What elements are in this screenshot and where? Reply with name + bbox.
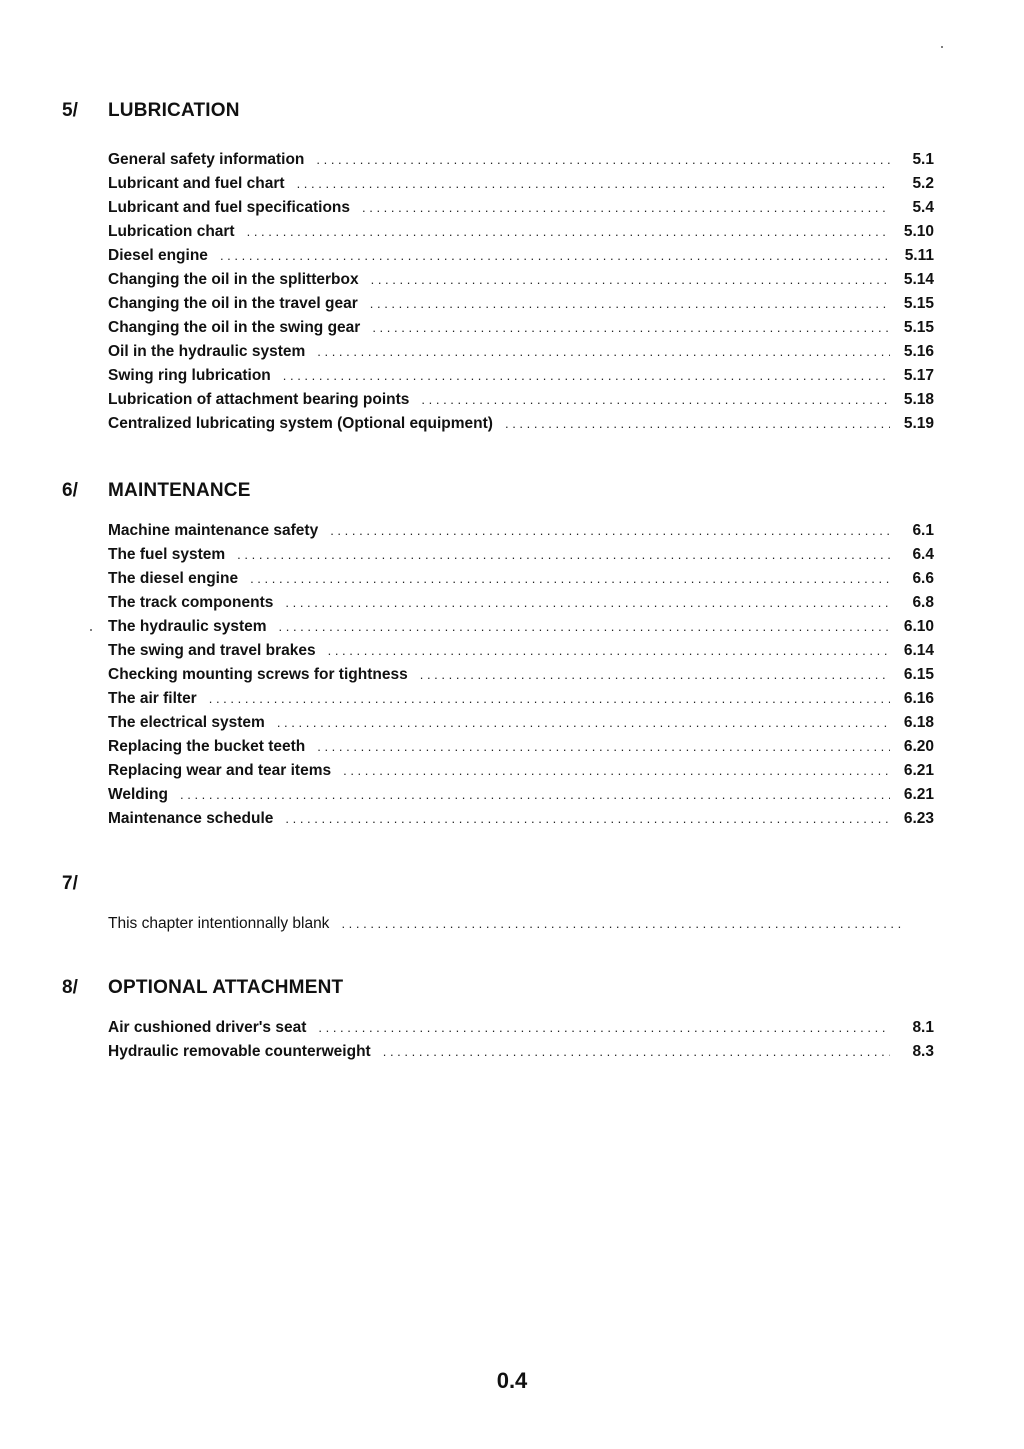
section-number: 8/ xyxy=(62,977,78,998)
dot-leader xyxy=(250,571,890,586)
dot-leader xyxy=(318,1020,890,1035)
entry-page: 5.15 xyxy=(903,319,934,336)
dot-leader xyxy=(209,691,890,706)
entry-label: The diesel engine xyxy=(108,570,239,587)
toc-entry[interactable] xyxy=(108,915,914,937)
dot-leader xyxy=(317,739,890,754)
dot-leader xyxy=(383,1044,890,1059)
entry-page: 6.4 xyxy=(912,546,934,563)
scan-speck xyxy=(941,46,943,48)
dot-leader xyxy=(237,547,890,562)
entry-label: Maintenance schedule xyxy=(108,810,274,827)
entry-page: 6.6 xyxy=(912,570,934,587)
toc-entry[interactable] xyxy=(108,343,934,365)
toc-entry[interactable] xyxy=(108,810,934,832)
entry-label: Lubricant and fuel specifications xyxy=(108,199,351,216)
entry-page: 6.21 xyxy=(903,762,934,779)
entry-label: Checking mounting screws for tightness xyxy=(108,666,408,683)
section-number: 7/ xyxy=(62,873,78,894)
entry-label: The hydraulic system xyxy=(108,618,267,635)
toc-entry[interactable] xyxy=(108,1043,934,1065)
toc-entry[interactable] xyxy=(108,391,934,413)
entry-label: The fuel system xyxy=(108,546,226,563)
dot-leader xyxy=(279,619,890,634)
entry-page: 6.23 xyxy=(903,810,934,827)
entry-label: Changing the oil in the travel gear xyxy=(108,295,358,312)
entry-page: 6.1 xyxy=(912,522,934,539)
toc-entry[interactable] xyxy=(108,714,934,736)
entry-label: The air filter xyxy=(108,690,197,707)
entry-page: 5.1 xyxy=(912,151,934,168)
toc-entry[interactable] xyxy=(108,522,934,544)
toc-entry[interactable] xyxy=(108,223,934,245)
entry-page: 5.10 xyxy=(903,223,934,240)
section-number: 5/ xyxy=(62,100,78,121)
toc-entry[interactable] xyxy=(108,319,934,341)
section-number: 6/ xyxy=(62,480,78,501)
entry-label: Swing ring lubrication xyxy=(108,367,271,384)
entry-page: 8.3 xyxy=(912,1043,934,1060)
toc-entry[interactable] xyxy=(108,570,934,592)
entry-label: Lubrication of attachment bearing points xyxy=(108,391,410,408)
entry-page: 6.18 xyxy=(903,714,934,731)
entry-page: 6.21 xyxy=(903,786,934,803)
dot-leader xyxy=(370,296,890,311)
entry-label: Changing the oil in the splitterbox xyxy=(108,271,359,288)
entry-page: 6.20 xyxy=(903,738,934,755)
entry-page: 5.2 xyxy=(912,175,934,192)
entry-label: Welding xyxy=(108,786,168,803)
dot-leader xyxy=(330,523,890,538)
toc-entry[interactable] xyxy=(108,415,934,437)
entry-page: 5.14 xyxy=(903,271,934,288)
scan-speck xyxy=(90,629,92,631)
toc-entry[interactable] xyxy=(108,642,934,664)
dot-leader xyxy=(285,811,890,826)
dot-leader xyxy=(317,344,890,359)
dot-leader xyxy=(362,200,890,215)
entry-label: Centralized lubricating system (Optional equipment) xyxy=(108,415,493,432)
dot-leader xyxy=(420,667,890,682)
entry-page: 6.15 xyxy=(903,666,934,683)
dot-leader xyxy=(371,272,890,287)
page-number: 0.4 xyxy=(496,1368,528,1393)
toc-entry[interactable] xyxy=(108,175,934,197)
section-title: MAINTENANCE xyxy=(108,480,251,501)
entry-page: 5.16 xyxy=(903,343,934,360)
entry-label: Lubrication chart xyxy=(108,223,235,240)
entry-page: 8.1 xyxy=(912,1019,934,1036)
entry-label: Lubricant and fuel chart xyxy=(108,175,285,192)
dot-leader xyxy=(247,224,890,239)
entry-label: Diesel engine xyxy=(108,247,208,264)
toc-entry[interactable] xyxy=(108,546,934,568)
entry-label: The track components xyxy=(108,594,274,611)
entry-page: 5.19 xyxy=(903,415,934,432)
entry-label: General safety information xyxy=(108,151,305,168)
dot-leader xyxy=(297,176,890,191)
section-title: LUBRICATION xyxy=(108,100,240,121)
entry-label: Hydraulic removable counterweight xyxy=(108,1043,371,1060)
toc-entry[interactable] xyxy=(108,666,934,688)
dot-leader xyxy=(343,763,890,778)
toc-entry[interactable] xyxy=(108,1019,934,1041)
dot-leader xyxy=(316,152,890,167)
entry-page: 5.17 xyxy=(903,367,934,384)
dot-leader xyxy=(328,643,890,658)
toc-entry[interactable] xyxy=(108,618,934,640)
dot-leader xyxy=(372,320,890,335)
dot-leader xyxy=(505,416,890,431)
toc-entry[interactable] xyxy=(108,271,934,293)
dot-leader xyxy=(277,715,890,730)
entry-page: 5.18 xyxy=(903,391,934,408)
toc-entry[interactable] xyxy=(108,762,934,784)
entry-page: 6.10 xyxy=(903,618,934,635)
entry-page: 5.4 xyxy=(912,199,934,216)
toc-entry[interactable] xyxy=(108,786,934,808)
toc-entry[interactable] xyxy=(108,151,934,173)
toc-entry[interactable] xyxy=(108,738,934,760)
entry-page: 5.11 xyxy=(904,247,934,264)
toc-entry[interactable] xyxy=(108,199,934,221)
toc-entry[interactable] xyxy=(108,295,934,317)
entry-label: The swing and travel brakes xyxy=(108,642,316,659)
entry-label: Machine maintenance safety xyxy=(108,522,319,539)
entry-page: 6.16 xyxy=(903,690,934,707)
entry-label: The electrical system xyxy=(108,714,265,731)
toc-entry[interactable] xyxy=(108,690,934,712)
dot-leader xyxy=(285,595,890,610)
entry-label: Replacing the bucket teeth xyxy=(108,738,306,755)
toc-entry[interactable] xyxy=(108,594,934,616)
dot-leader xyxy=(421,392,890,407)
entry-page: 6.8 xyxy=(912,594,934,611)
dot-leader xyxy=(283,368,890,383)
entry-label: This chapter intentionnally blank xyxy=(108,915,330,932)
dot-leader xyxy=(341,916,906,931)
dot-leader xyxy=(220,248,890,263)
section-title: OPTIONAL ATTACHMENT xyxy=(108,977,344,998)
entry-label: Changing the oil in the swing gear xyxy=(108,319,361,336)
entry-label: Oil in the hydraulic system xyxy=(108,343,306,360)
toc-entry[interactable] xyxy=(108,367,934,389)
entry-page: 5.15 xyxy=(903,295,934,312)
entry-label: Air cushioned driver's seat xyxy=(108,1019,307,1036)
toc-entry[interactable] xyxy=(108,247,934,269)
entry-page: 6.14 xyxy=(903,642,934,659)
dot-leader xyxy=(180,787,890,802)
entry-label: Replacing wear and tear items xyxy=(108,762,332,779)
